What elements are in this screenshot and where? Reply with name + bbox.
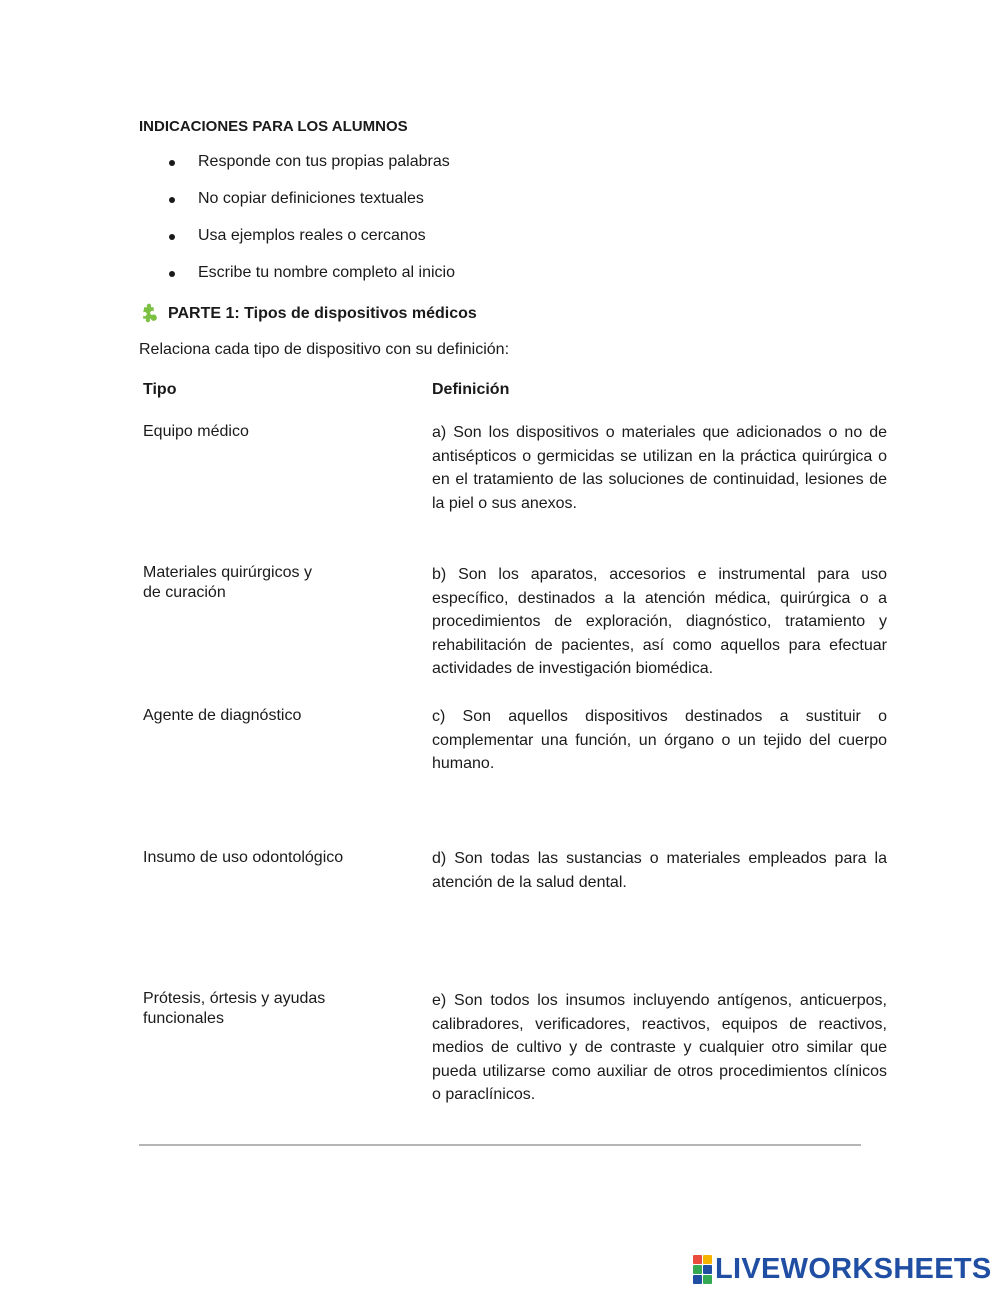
definition-cell: a) Son los dispositivos o materiales que adicionados o no de antisépticos o germicidas se utilizan en la práctica quirúrgica o en el tratamiento de las soluciones de continuidad, lesiones de la piel o sus anexos. bbox=[432, 424, 887, 512]
part1-instruction: Relaciona cada tipo de dispositivo con su definición: bbox=[139, 341, 510, 358]
divider bbox=[139, 1144, 861, 1146]
logo-text: LIVEWORKSHEETS bbox=[715, 1253, 992, 1285]
bullet-icon bbox=[169, 160, 175, 166]
puzzle-piece-icon bbox=[139, 303, 160, 324]
list-item-text: No copiar definiciones textuales bbox=[198, 190, 424, 207]
part1-title-text: PARTE 1: Tipos de dispositivos médicos bbox=[168, 304, 477, 322]
definition-cell: c) Son aquellos dispositivos destinados a sustituir o complementar una función, un órgano o un tejido del cuerpo humano. bbox=[432, 708, 887, 773]
liveworksheets-logo bbox=[693, 1253, 992, 1286]
tipo-cell: Insumo de uso odontológico bbox=[143, 849, 344, 866]
list-item-text: Usa ejemplos reales o cercanos bbox=[198, 227, 426, 244]
tipo-cell: Agente de diagnóstico bbox=[143, 707, 302, 724]
column-header-definicion: Definición bbox=[432, 381, 510, 398]
part1-title bbox=[139, 303, 477, 324]
column-header-tipo: Tipo bbox=[143, 381, 177, 398]
definition-cell: b) Son los aparatos, accesorios e instrumental para uso específico, destinados a la atención médica, quirúrgica o a procedimientos de exploración, diagnóstico, tratamiento y rehabilitación de pacientes, así como aquellos para efectuar actividades de investigación biomédica. bbox=[432, 566, 887, 678]
definition-cell: e) Son todos los insumos incluyendo antígenos, anticuerpos, calibradores, verificadores, reactivos, equipos de reactivos, medios de cultivo y de contraste y cualquier otro similar que pueda utilizarse como auxiliar de otros procedimientos clínicos o paraclínicos. bbox=[432, 992, 887, 1104]
logo-mark-icon bbox=[693, 1255, 712, 1284]
bullet-icon bbox=[169, 271, 175, 277]
tipo-cell: Prótesis, órtesis y ayudas funcionales bbox=[143, 990, 326, 1027]
list-item-text: Escribe tu nombre completo al inicio bbox=[198, 264, 456, 281]
tipo-cell: Equipo médico bbox=[143, 423, 249, 440]
definition-cell: d) Son todas las sustancias o materiales empleados para la atención de la salud dental. bbox=[432, 850, 887, 891]
list-item-text: Responde con tus propias palabras bbox=[198, 153, 450, 170]
instructions-heading: INDICACIONES PARA LOS ALUMNOS bbox=[139, 118, 408, 135]
bullet-icon bbox=[169, 234, 175, 240]
tipo-cell: Materiales quirúrgicos y de curación bbox=[143, 564, 312, 601]
bullet-icon bbox=[169, 197, 175, 203]
